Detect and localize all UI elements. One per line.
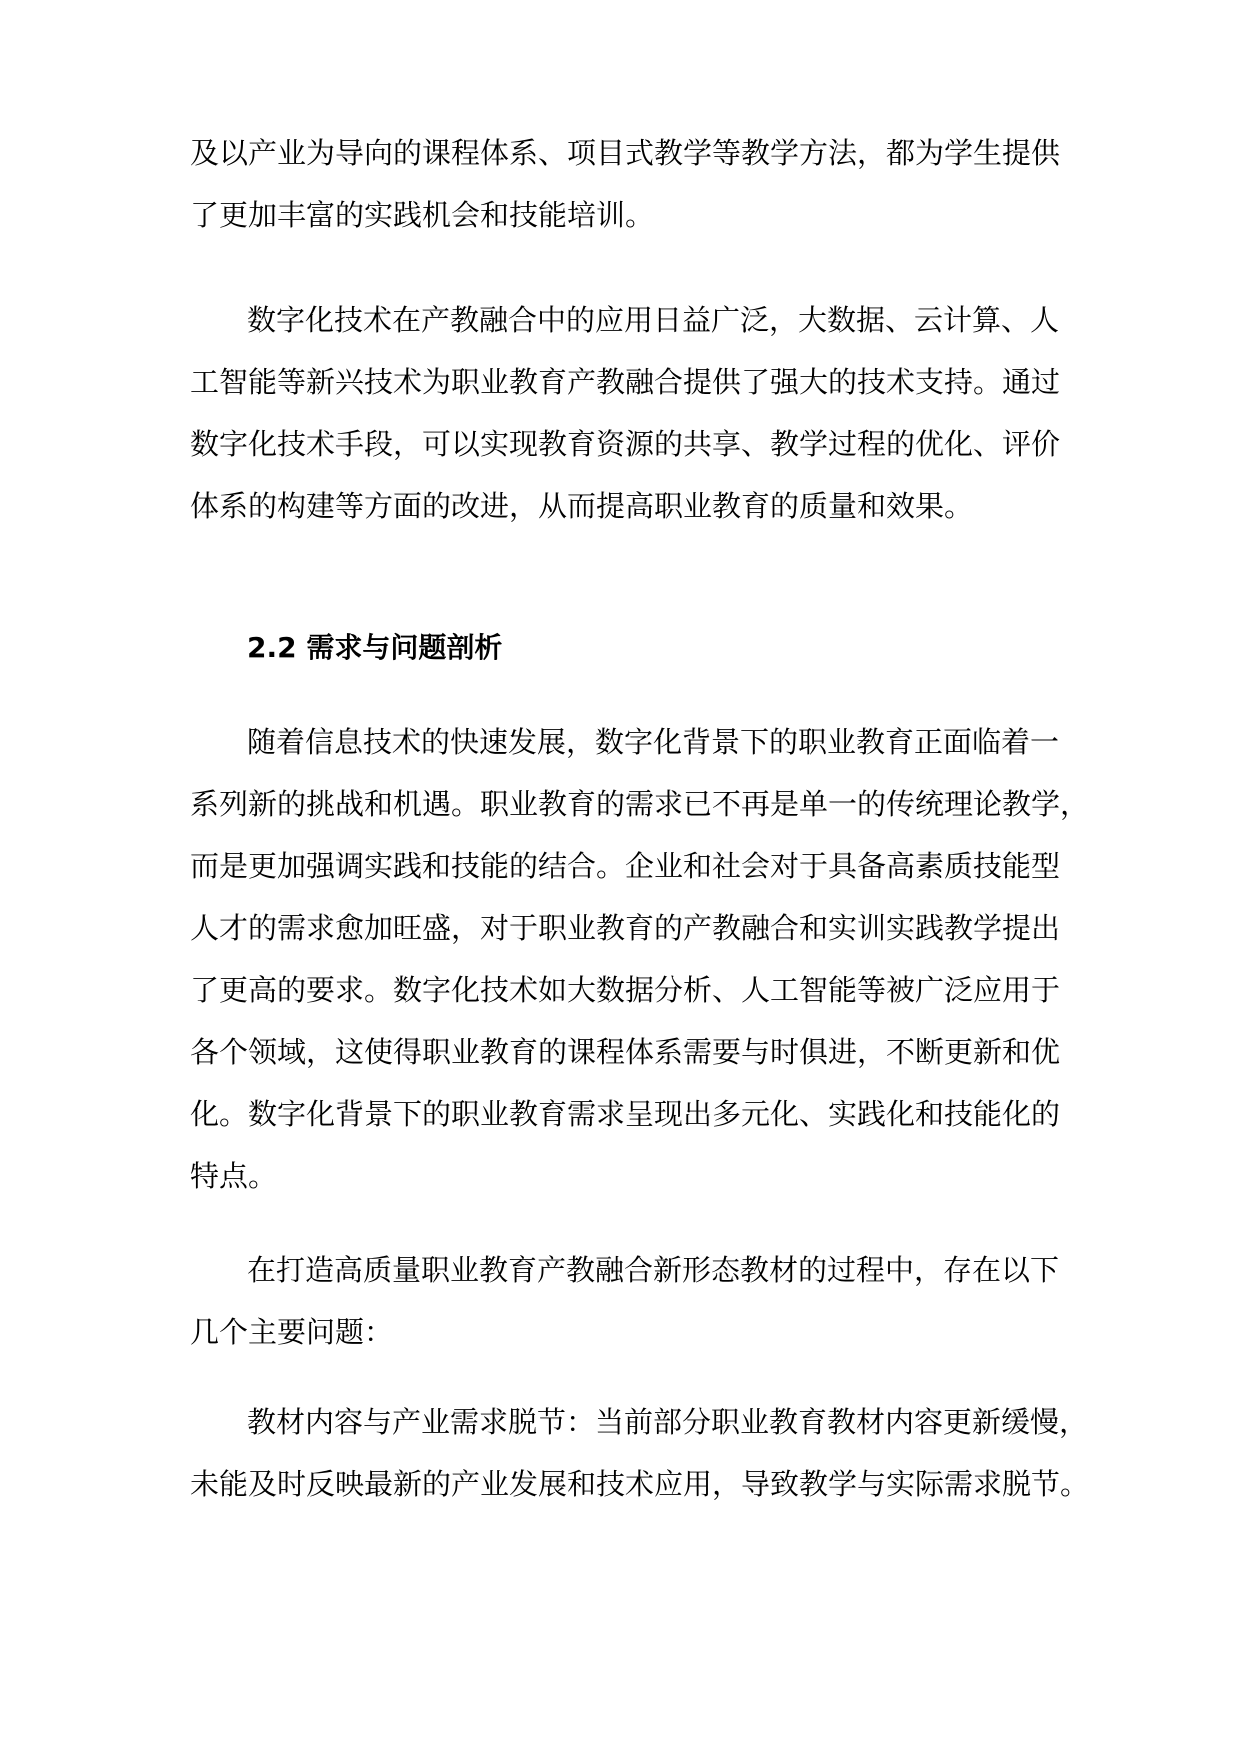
paragraph-line: 及以产业为导向的课程体系、项目式教学等教学方法，都为学生提供 <box>190 136 1061 170</box>
paragraph-line: 工智能等新兴技术为职业教育产教融合提供了强大的技术支持。通过 <box>190 365 1061 399</box>
paragraph-line: 数字化技术在产教融合中的应用日益广泛，大数据、云计算、人 <box>247 303 1060 337</box>
paragraph-line: 了更高的要求。数字化技术如大数据分析、人工智能等被广泛应用于 <box>190 973 1061 1007</box>
paragraph-line: 随着信息技术的快速发展，数字化背景下的职业教育正面临着一 <box>247 725 1060 759</box>
paragraph-line: 体系的构建等方面的改进，从而提高职业教育的质量和效果。 <box>190 489 974 523</box>
paragraph-line: 特点。 <box>190 1159 278 1193</box>
paragraph-line: 教材内容与产业需求脱节：当前部分职业教育教材内容更新缓慢， <box>247 1405 1089 1439</box>
paragraph-line: 各个领域，这使得职业教育的课程体系需要与时俱进，不断更新和优 <box>190 1035 1061 1069</box>
paragraph-line: 人才的需求愈加旺盛，对于职业教育的产教融合和实训实践教学提出 <box>190 911 1061 945</box>
paragraph-line: 化。数字化背景下的职业教育需求呈现出多元化、实践化和技能化的 <box>190 1097 1061 1131</box>
paragraph-line: 未能及时反映最新的产业发展和技术应用，导致教学与实际需求脱节。 <box>190 1467 1090 1501</box>
paragraph-line: 系列新的挑战和机遇。职业教育的需求已不再是单一的传统理论教学， <box>190 787 1090 821</box>
paragraph-line: 在打造高质量职业教育产教融合新形态教材的过程中，存在以下 <box>247 1253 1060 1287</box>
paragraph-line: 数字化技术手段，可以实现教育资源的共享、教学过程的优化、评价 <box>190 427 1061 461</box>
section-heading: 2.2 需求与问题剖析 <box>247 631 503 664</box>
paragraph-line: 了更加丰富的实践机会和技能培训。 <box>190 198 655 232</box>
paragraph-line: 几个主要问题： <box>190 1315 394 1349</box>
paragraph-line: 而是更加强调实践和技能的结合。企业和社会对于具备高素质技能型 <box>190 849 1061 883</box>
